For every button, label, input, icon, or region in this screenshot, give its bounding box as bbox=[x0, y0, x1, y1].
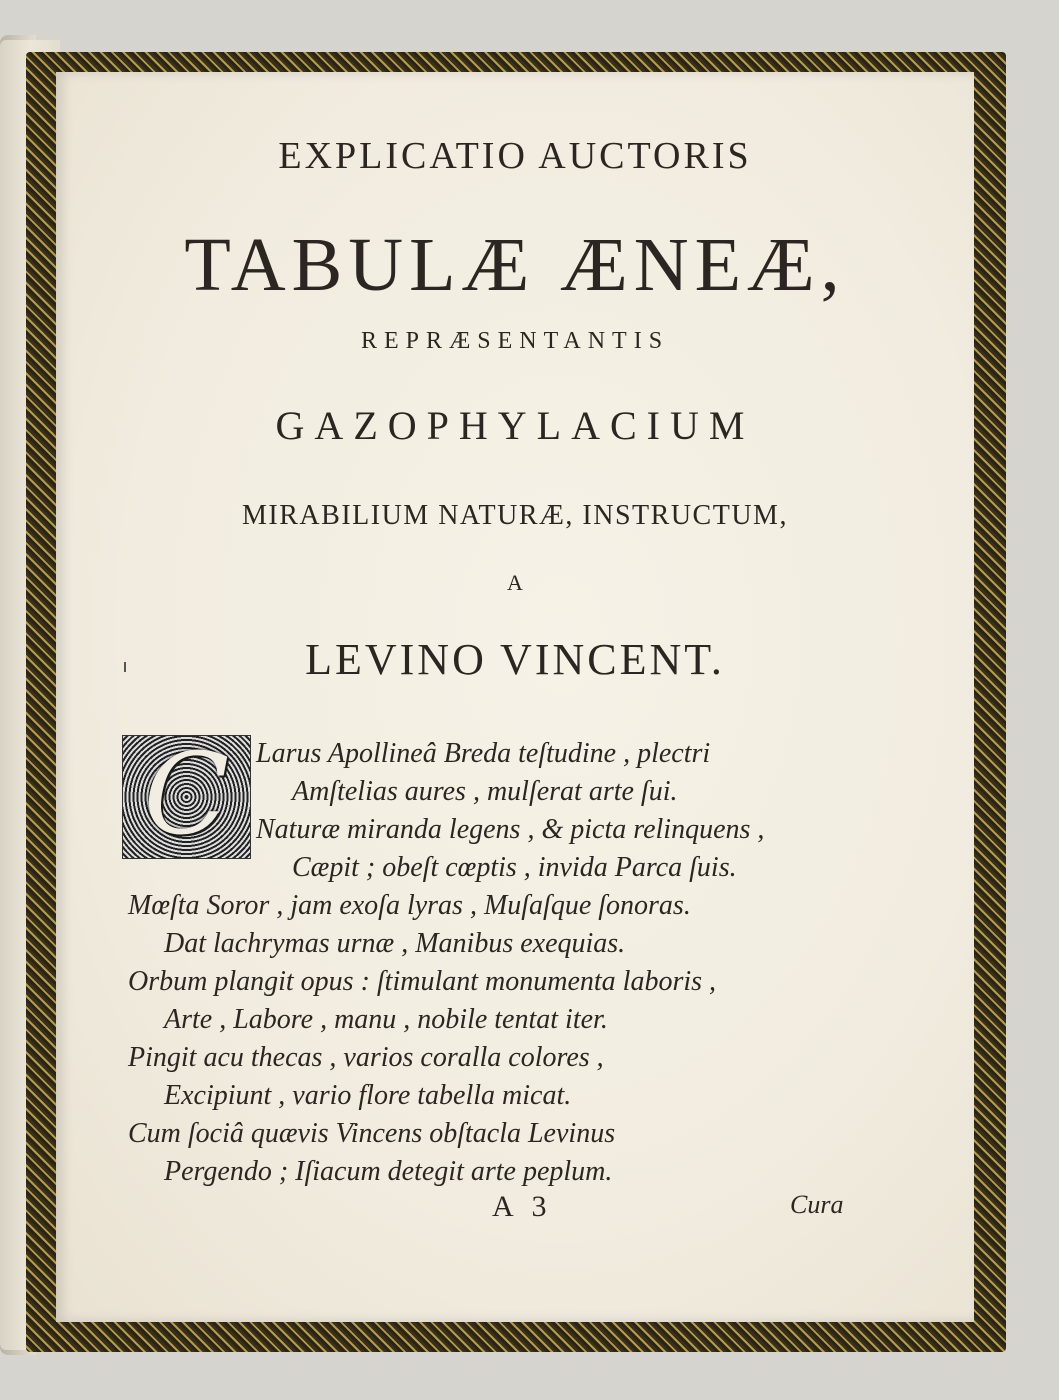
verse-line: Dat lachrymas urnæ , Manibus exequias. bbox=[164, 928, 626, 959]
decorated-initial bbox=[122, 730, 251, 860]
title-line-author: LEVINO VINCENT. bbox=[305, 635, 725, 684]
verse-line: Pingit acu thecas , varios coralla colores , bbox=[128, 1042, 604, 1073]
book-page bbox=[56, 72, 974, 1322]
verse-line: Excipiunt , vario flore tabella micat. bbox=[164, 1080, 572, 1111]
drop-cap-letter: C bbox=[143, 730, 230, 860]
verse-line: Amſtelias aures , mulſerat arte ſui. bbox=[292, 776, 678, 807]
verse-line: Naturæ miranda legens , & picta relinquens , bbox=[256, 814, 765, 845]
title-line-a: A bbox=[507, 570, 523, 595]
ink-mark bbox=[124, 662, 126, 672]
signature-mark: A 3 bbox=[492, 1190, 553, 1223]
verse-line: Mœſta Soror , jam exoſa lyras , Muſaſque ſonoras. bbox=[128, 890, 691, 921]
title-line-repraesentantis: REPRÆSENTANTIS bbox=[360, 328, 670, 354]
verse-line: Cum ſociâ quævis Vincens obſtacla Levinus bbox=[128, 1118, 616, 1149]
verse-line: Pergendo ; Iſiacum detegit arte peplum. bbox=[164, 1156, 613, 1187]
title-line-mirabilium: MIRABILIUM NATURÆ, INSTRUCTUM, bbox=[242, 500, 788, 531]
verse-line: Arte , Labore , manu , nobile tentat iter. bbox=[164, 1004, 608, 1035]
title-line-explicatio: EXPLICATIO AUCTORIS bbox=[278, 135, 752, 177]
catchword: Cura bbox=[790, 1190, 844, 1219]
title-line-gazophylacium: GAZOPHYLACIUM bbox=[275, 403, 755, 448]
verse-line: Cæpit ; obeſt cœptis , invida Parca ſuis. bbox=[292, 852, 737, 883]
verse-line: Orbum plangit opus : ſtimulant monumenta laboris , bbox=[128, 966, 717, 997]
title-line-tabulae: TABULÆ ÆNEÆ, bbox=[184, 223, 846, 307]
verse-line: Larus Apollineâ Breda teſtudine , plectri bbox=[256, 738, 711, 769]
